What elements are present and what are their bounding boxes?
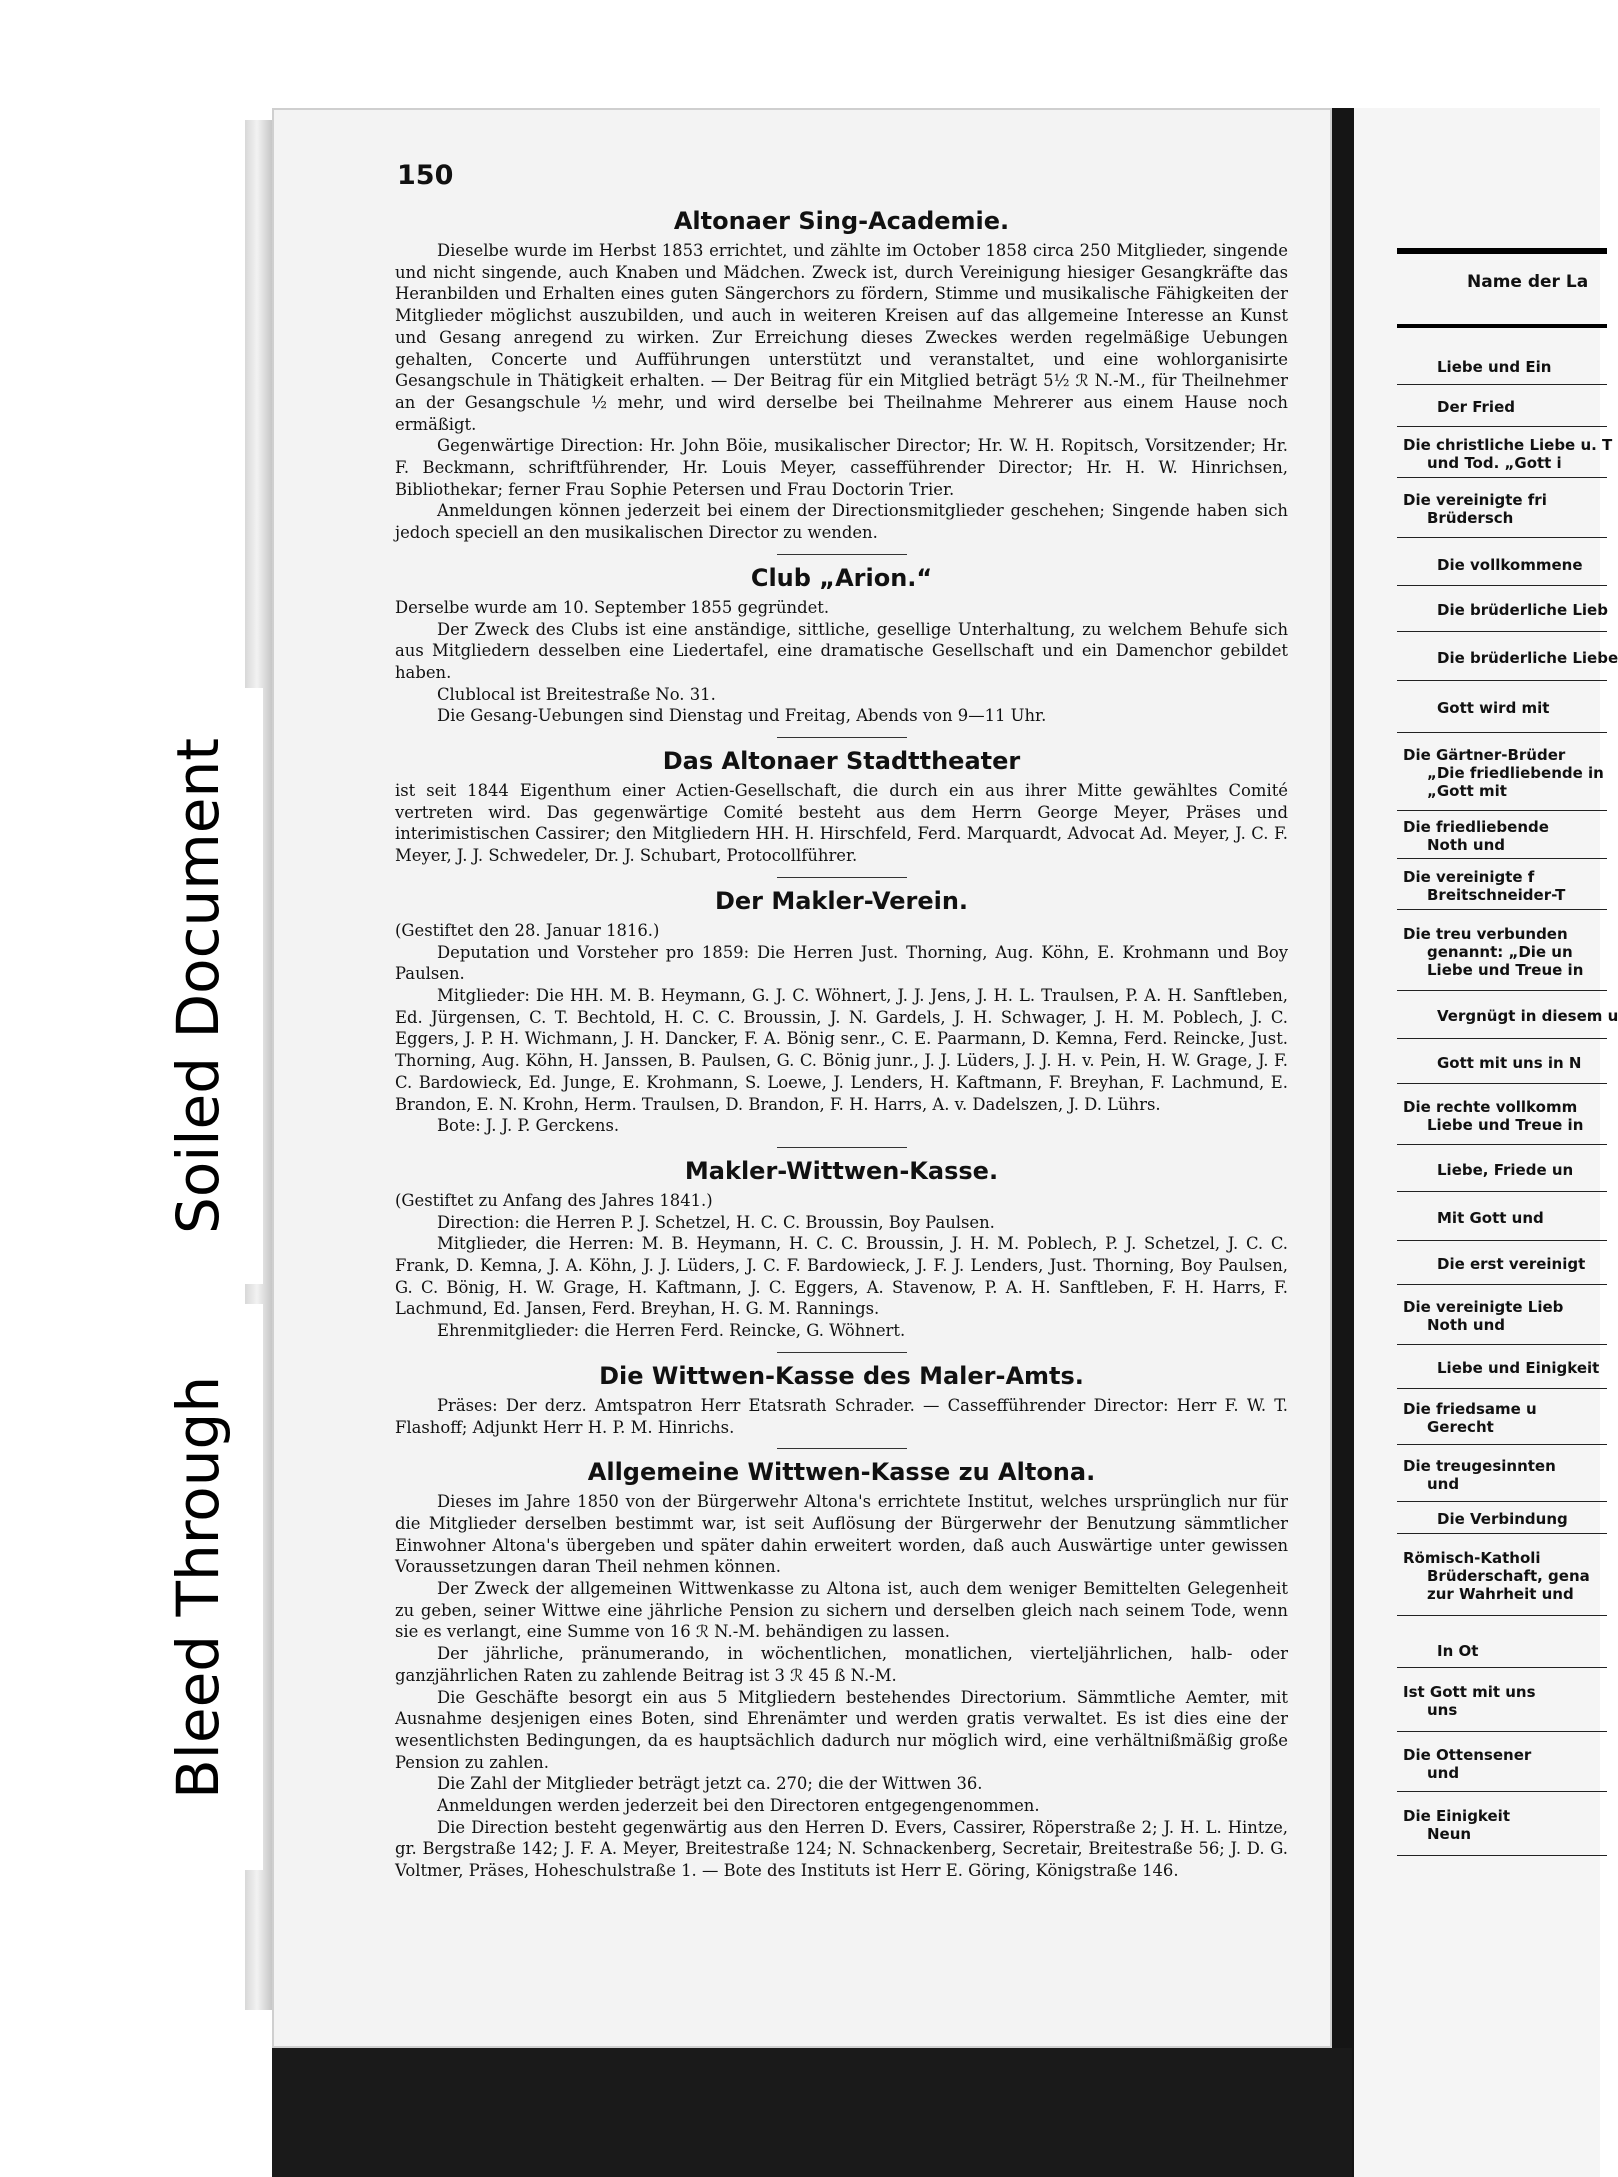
section-title-sing-academie: Altonaer Sing-Academie.	[673, 207, 1010, 235]
table-cell-line: Noth und	[1427, 836, 1506, 854]
paragraph: ist seit 1844 Eigenthum einer Actien-Gesellschaft, die durch ein aus ihrer Mitte gewähltes Comité vertreten wird. Das gegenwärtige Comité besteht aus dem Herrn George Meyer, Präses und interimistischen Cassirer; den Mitgliedern HH. H. Hirschfeld, Ferd. Marquardt, Advocat Ad. Meyer, J. C. F. Meyer, J. J. Schwedeler, Dr. J. Schubart, Protocollführer.	[395, 781, 1288, 866]
table-row	[1397, 1147, 1607, 1192]
section-divider	[777, 554, 907, 555]
book-gutter	[1332, 108, 1354, 2177]
table-header: Name der La	[1397, 262, 1607, 328]
table-cell-line: Breitschneider-T	[1427, 885, 1566, 904]
paragraph: Die Geschäfte besorgt ein aus 5 Mitgliedern bestehendes Directorium. Sämmtliche Aemter, mit Ausnahme desjenigen eines Boten, sind Ehrenämter und werden gratis verwaltet. Es ist dies eine der wesentlichsten Bedingungen, da es hauptsächlich dadurch nur möglich wird, eine verhältnißmäßig große Pension zu zahlen.	[395, 1687, 1288, 1772]
table-row	[1397, 1794, 1607, 1856]
paragraph: Deputation und Vorsteher pro 1859: Die Herren Just. Thorning, Aug. Köhn, E. Krohmann und Boy Paulsen.	[395, 942, 1288, 984]
table-cell-line: Mit Gott und	[1437, 1208, 1544, 1227]
table-cell-line: Die brüderliche Lieb	[1437, 601, 1608, 619]
table-row	[1397, 1347, 1607, 1389]
table-cell-line: Noth und	[1427, 1316, 1506, 1334]
page-number: 150	[397, 160, 454, 191]
section-divider	[777, 1147, 907, 1148]
paragraph: Dieselbe wurde im Herbst 1853 errichtet, und zählte im October 1858 circa 250 Mitglieder, singende und nicht singende, auch Knaben und Mädchen. Zweck ist, durch Vereinigung hiesiger Gesangkräfte das Heranbilden und Erhalten eines guten Sängerchors zu fördern, Stimme und musikalische Fähigkeiten der Mitglieder möglichst auszubilden, und auch in weiteren Kreisen auf das allgemeine Interesse an Kunst und Gesang anregend zu wirken. Zur Erreichung dieses Zweckes werden regelmäßige Uebungen gehalten, Concerte und Aufführungen unterstützt und veranstaltet, und eine wohlorganisirte Gesangschule in Thätigkeit erhalten. — Der Beitrag für ein Mitglied beträgt 5½ ℛ︁ N.-M., für Theilnehmer an der Gesangschule ½ mehr, und wird derselbe bei Theilnahme Mehrerer aus einem Hause noch ermäßigt.	[395, 241, 1288, 434]
table-cell-line: und Tod. „Gott i	[1427, 454, 1562, 472]
table-cell-line: Liebe und Treue in	[1427, 960, 1584, 979]
table-cell-line: Brüderschaft, gena	[1427, 1567, 1590, 1585]
table-row	[1397, 348, 1607, 385]
section-title-maler-amt: Die Wittwen-Kasse des Maler-Amts.	[599, 1361, 1084, 1390]
table-row	[1397, 993, 1618, 1039]
table-row	[1397, 1243, 1607, 1285]
section-title-stadttheater: Das Altonaer Stadttheater	[662, 747, 1021, 776]
paragraph: Gegenwärtige Direction: Hr. John Böie, musikalischer Director; Hr. W. H. Ropitsch, Vorsitzender; Hr. F. Beckmann, schriftführender, Hr. Louis Meyer, cassefführender Director; Hr. H. W. Hinrichsen, Bibliothekar; ferner Frau Sophie Petersen und Frau Doctorin Trier.	[395, 436, 1288, 499]
table-row	[1397, 1287, 1607, 1345]
section-divider	[777, 877, 907, 878]
founded-line: Derselbe wurde am 10. September 1855 gegründet.	[395, 597, 830, 617]
paragraph: Mitglieder: Die HH. M. B. Heymann, G. J. C. Wöhnert, J. J. Jens, J. H. L. Traulsen, P. A. H. Sanftleben, Ed. Jürgensen, C. T. Bechtold, H. C. C. Broussin, J. N. Gardels, J. H. Schwager, J. H. M. Poblech, J. C. Eggers, J. P. H. Wichmann, J. H. Dancker, F. A. Bönig senr., C. E. Paarmann, D. Kemna, Ferd. Reincke, Just. Thorning, Aug. Köhn, H. Janssen, B. Paulsen, G. C. Bönig junr., J. J. Lüders, J. J. H. v. Pein, H. W. Grage, J. F. C. Bardowieck, Ed. Junge, E. Krohmann, S. Loewe, J. Lenders, H. Kaftmann, F. Breyhan, F. Lachmund, E. Brandon, E. N. Krohn, Herm. Traulsen, D. Brandon, F. H. Harrs, A. v. Dadelszen, J. D. Lührs.	[395, 985, 1288, 1114]
paragraph: Die Gesang-Uebungen sind Dienstag und Freitag, Abends von 9—11 Uhr.	[437, 706, 1047, 726]
paragraph: Der Zweck der allgemeinen Wittwenkasse zu Altona ist, auch dem weniger Bemittelten Gelegenheit zu geben, seiner Wittwe eine jährliche Pension zu sichern und derselben gleich nach seinem Tode, wenn sie es verlangt, eine Summe von 16 ℛ︁ N.-M. behändigen zu lassen.	[395, 1579, 1288, 1642]
table-row	[1397, 1086, 1607, 1145]
soiled-document-label: Soiled Document	[133, 688, 263, 1284]
bleed-through-label: Bleed Through	[133, 1304, 263, 1870]
table-row	[1397, 387, 1607, 427]
table-row	[1397, 1041, 1607, 1084]
table-cell-line: Die christliche Liebe u. T	[1403, 436, 1613, 454]
paragraph: Bote: J. J. P. Gerckens.	[437, 1116, 620, 1136]
section-title-makler-verein: Der Makler-Verein.	[714, 886, 969, 915]
paragraph: Ehrenmitglieder: die Herren Ferd. Reincke, G. Wöhnert.	[437, 1321, 906, 1341]
table-cell-line: Römisch-Katholi	[1403, 1549, 1541, 1567]
paragraph: Anmeldungen können jederzeit bei einem der Directionsmitglieder geschehen; Singende haben sich jedoch speciell an den musikalischen Director zu wenden.	[395, 501, 1288, 543]
table-top-rule	[1397, 248, 1607, 254]
table-cell-line: genannt: „Die un	[1427, 942, 1573, 961]
scan-bottom-shadow	[272, 2048, 1352, 2177]
table-row	[1397, 430, 1613, 478]
table-cell-line: Brüdersch	[1427, 509, 1514, 527]
table-cell-line: „Die friedliebende in	[1427, 764, 1604, 782]
table-cell-line: Die vereinigte fri	[1403, 491, 1547, 509]
table-cell-line: Liebe und Treue in	[1427, 1115, 1584, 1134]
table-cell-line: Die friedliebende	[1403, 818, 1549, 836]
section-divider	[777, 1448, 907, 1449]
table-cell-line: Die vereinigte Lieb	[1403, 1298, 1564, 1316]
table-row	[1397, 634, 1618, 681]
table-row	[1397, 1536, 1607, 1616]
table-cell-line: Liebe und Einigkeit	[1437, 1359, 1600, 1377]
table-row	[1397, 1194, 1607, 1241]
paragraph: Anmeldungen werden jederzeit bei den Directoren entgegengenommen.	[437, 1796, 1040, 1816]
table-cell-line: und	[1427, 1763, 1460, 1782]
section-divider	[777, 737, 907, 738]
table-row	[1397, 1735, 1607, 1792]
table-cell-line: Die treu verbunden	[1403, 924, 1568, 943]
table-row	[1397, 683, 1607, 733]
table-cell-line: Liebe und Ein	[1437, 357, 1552, 376]
table-row	[1397, 1634, 1607, 1668]
table-cell-line: Liebe, Friede un	[1437, 1160, 1574, 1179]
table-cell-line: Ist Gott mit uns	[1403, 1683, 1536, 1701]
section-title-makler-wittwen-kasse: Makler-Wittwen-Kasse.	[684, 1156, 999, 1185]
paragraph: Präses: Der derz. Amtspatron Herr Etatsrath Schrader. — Cassefführender Director: Herr F. W. T. Flashoff; Adjunkt Herr H. P. M. Hinrichs.	[395, 1395, 1288, 1437]
section-title-allgemeine-wittwen-kasse: Allgemeine Wittwen-Kasse zu Altona.	[587, 1458, 1096, 1487]
table-row	[1397, 912, 1607, 991]
paragraph: Der jährliche, pränumerando, in wöchentlichen, monatlichen, vierteljährlichen, halb- oder ganzjährlichen Raten zu zahlende Beitrag ist 3 ℛ︁ 45 ß N.-M.	[395, 1644, 1288, 1685]
table-cell-line: Gott wird mit	[1437, 699, 1550, 717]
table-cell-line: In Ot	[1437, 1642, 1479, 1660]
paragraph: Der Zweck des Clubs ist eine anständige, sittliche, gesellige Unterhaltung, zu welchem Behufe sich aus Mitgliedern desselben eine Liedertafel, eine dramatische Gesellschaft und ein Damenchor gebildet haben.	[395, 619, 1288, 682]
table-row	[1397, 543, 1607, 586]
page-text	[395, 200, 1288, 1882]
table-cell-line: Die brüderliche Liebe	[1437, 648, 1618, 667]
table-cell-line: Die treugesinnten	[1403, 1456, 1556, 1475]
founded-line: (Gestiftet zu Anfang des Jahres 1841.)	[395, 1190, 713, 1210]
table-row	[1397, 735, 1607, 811]
table-row	[1397, 861, 1607, 910]
table-row	[1397, 1670, 1607, 1732]
table-cell-line: Gerecht	[1427, 1418, 1494, 1436]
table-cell-line: uns	[1427, 1701, 1458, 1719]
paragraph: Dieses im Jahre 1850 von der Bürgerwehr Altona's errichtete Institut, welches ursprünglich nur für die Mitglieder derselben bestimmt war, ist seit Auflösung der Bürgerwehr der Benutzung sämmtlicher Einwohner Altona's übergeben und später dahin erweitert worden, daß auch Auswärtige unter gewissen Voraussetzungen daran Theil nehmen können.	[395, 1492, 1288, 1577]
table-cell-line: Der Fried	[1437, 398, 1515, 416]
table-cell-line: Die Einigkeit	[1403, 1807, 1510, 1825]
paragraph: Mitglieder, die Herren: M. B. Heymann, H. C. C. Broussin, J. H. M. Poblech, P. J. Schetzel, J. C. C. Frank, D. Kemna, J. A. Köhn, J. J. Lüders, J. C. F. Bardowieck, J. F. J. Lenders, Just. Thorning, Boy Paulsen, G. C. Bönig, H. W. Grage, H. Kaftmann, J. C. Eggers, A. Stavenow, P. A. H. Sanftleben, F. H. Harrs, F. Lachmund, Ed. Jansen, Ferd. Breyhan, H. G. M. Rannings.	[395, 1234, 1288, 1319]
table-row	[1397, 588, 1607, 632]
paragraph: Die Direction besteht gegenwärtig aus den Herren D. Evers, Cassirer, Röperstraße 2; J. H. L. Hintze, gr. Bergstraße 142; J. F. A. Meyer, Breitestraße 124; N. Schnackenberg, Secretair, Breitestraße 56; J. D. G. Voltmer, Präses, Hoheschulstraße 1. — Bote des Instituts ist Herr E. Göring, Königstraße 146.	[395, 1817, 1288, 1881]
table-row	[1397, 1504, 1607, 1534]
table-cell-line: Die friedsame u	[1403, 1400, 1537, 1418]
section-divider	[777, 1352, 907, 1353]
table-cell-line: und	[1427, 1474, 1460, 1493]
table-cell-line: „Gott mit	[1427, 782, 1507, 800]
table-cell-line: Vergnügt in diesem u	[1437, 1007, 1618, 1025]
table-cell-line: Die vereinigte f	[1403, 867, 1535, 886]
table-cell-line: Die Verbindung	[1437, 1510, 1568, 1528]
table-cell-line: Neun	[1427, 1825, 1472, 1843]
table-row	[1397, 480, 1607, 538]
section-title-club-arion: Club „Arion.“	[750, 563, 933, 592]
table-cell-line: Die vollkommene	[1437, 555, 1583, 574]
table-row	[1397, 813, 1607, 859]
paragraph: Clublocal ist Breitestraße No. 31.	[437, 684, 716, 704]
table-cell-line: zur Wahrheit und	[1427, 1585, 1574, 1603]
table-cell-line: Die Gärtner-Brüder	[1403, 746, 1566, 764]
table-cell-line: Gott mit uns in N	[1437, 1053, 1582, 1072]
table-cell-line: Die Ottensener	[1403, 1745, 1532, 1764]
paragraph: Direction: die Herren P. J. Schetzel, H. C. C. Broussin, Boy Paulsen.	[437, 1212, 995, 1232]
table-row	[1397, 1391, 1607, 1445]
founded-line: (Gestiftet den 28. Januar 1816.)	[395, 920, 660, 940]
paragraph: Die Zahl der Mitglieder beträgt jetzt ca. 270; die der Wittwen 36.	[437, 1774, 983, 1794]
table-cell-line: Die rechte vollkomm	[1403, 1097, 1578, 1116]
table-row	[1397, 1447, 1607, 1502]
table-cell-line: Die erst vereinigt	[1437, 1255, 1586, 1273]
